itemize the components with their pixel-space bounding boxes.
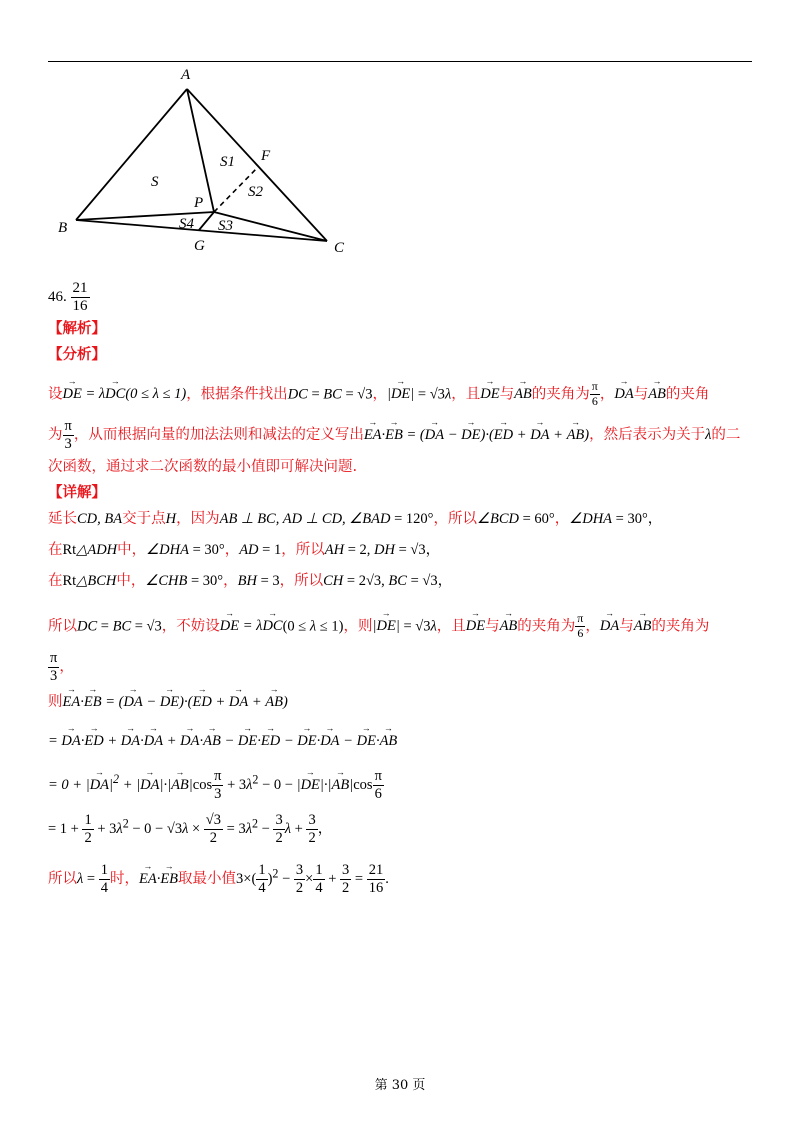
detail-line-10: 所以λ = $\frac{1}{4}$ 时，EA →·EB →取最小值3×( $\frac{1}{4}$ )$^2$ − $\frac{3}{2}$ × $\frac{1}{4}$ + $\frac{3}{2}$ = $\frac{21}{16}$ . [48, 862, 389, 896]
math-dc-bc: DC [287, 386, 308, 403]
edge-pg [199, 212, 214, 230]
answer-numerator: 21 [71, 280, 90, 298]
region-s: S [151, 174, 159, 190]
label-b: B [58, 220, 68, 236]
detail-line-4: 所以DC = BC = √3，不妨设DE → = λDC →(0 ≤ λ ≤ 1)，则|DE →| = √3λ，且DE →与AB →的夹角为 $\frac{\pi}{6}$ ，DA →与AB →的夹角为 [48, 612, 709, 641]
label-g: G [194, 238, 205, 254]
label-c: C [334, 240, 345, 256]
question-number [48, 280, 90, 316]
header-fenxi: 【分析】 [48, 346, 106, 363]
detail-line-5: $\frac{\pi}{3}$ ， [50, 650, 74, 684]
page-footer: 第 30 页 [374, 1078, 426, 1093]
answer-fraction [71, 280, 90, 316]
detail-line-2: 在Rt△ADH中，∠DHA = 30°，AD = 1，所以AH = 2, DH = √3， [48, 542, 441, 558]
label-f: F [261, 148, 271, 164]
detail-line-8: = $0 + |DA \to|^2 + |DA \to|\cdot|AB \to|\cos$ $\frac{\pi}{3}$ + $3\lambda^2 - 0 - |DE \to|\cdot|AB \to|\cos$ $\frac{\pi}{6}$ [48, 768, 384, 802]
analysis-line-1: 设DE → = λDC →(0 ≤ λ ≤ 1)，根据条件找出DC = BC = √3，|DE →| = √3λ，且DE →与AB →的夹角为 $\frac{\pi}{6}$ ，DA →与AB →的夹角 [48, 380, 709, 409]
header-jiexi: 【解析】 [48, 320, 106, 337]
detail-line-1: 延长CD, BA交于点H，因为AB ⊥ BC, AD ⊥ CD, ∠BAD = 120°，所以∠BCD = 60°，∠DHA = 30°， [48, 511, 663, 527]
detail-line-6: 则EA →·EB → = (DA → − DE →)·(ED → + DA → + AB →) [48, 693, 288, 712]
region-s1: S1 [220, 154, 235, 170]
detail-line-3: 在Rt△BCH中，∠CHB = 30°，BH = 3，所以CH = 2√3, BC = √3， [48, 573, 453, 589]
analysis-line-3: 次函数，通过求二次函数的最小值即可解决问题. [48, 459, 358, 475]
region-s2: S2 [248, 184, 263, 200]
header-xiangjie: 【详解】 [48, 484, 106, 501]
label-a: A [181, 67, 191, 83]
edge-ab [76, 89, 187, 220]
label-p: P [194, 195, 204, 211]
question-number-label: 46. [48, 289, 67, 306]
analysis-line-2: 为 $\frac{\pi}{3}$ ，从而根据向量的加法法则和减法的定义写出EA →·EB → = (DA → − DE →)·(ED → + DA → + AB →)，然后表示为关于λ的二 [48, 418, 740, 452]
region-s3: S3 [218, 218, 233, 234]
edge-ap [187, 89, 214, 212]
detail-line-9: = 1 + $\frac{1}{2}$ + $3\lambda^2 - 0 - √3\lambda$ × $\frac{√3}{2}$ = $3\lambda^2$ − $\frac{3}{2}$ λ + $\frac{3}{2}$ ， [48, 812, 333, 846]
math-ea-eb: EA →·EB → = (DA → − DE →)·(ED → + DA → + AB →) [364, 427, 589, 443]
math-abs-de: |DE →| [387, 386, 414, 402]
triangle-figure [48, 62, 368, 262]
region-s4: S4 [179, 216, 194, 232]
detail-line-7: = DA →·ED → + DA →·DA → + DA →·AB → − DE →·ED → − DE →·DA → − DE →·AB → [48, 732, 397, 751]
math-de-eq: DE → = λDC →(0 ≤ λ ≤ 1) [63, 386, 187, 402]
answer-denominator: 16 [72, 298, 88, 315]
